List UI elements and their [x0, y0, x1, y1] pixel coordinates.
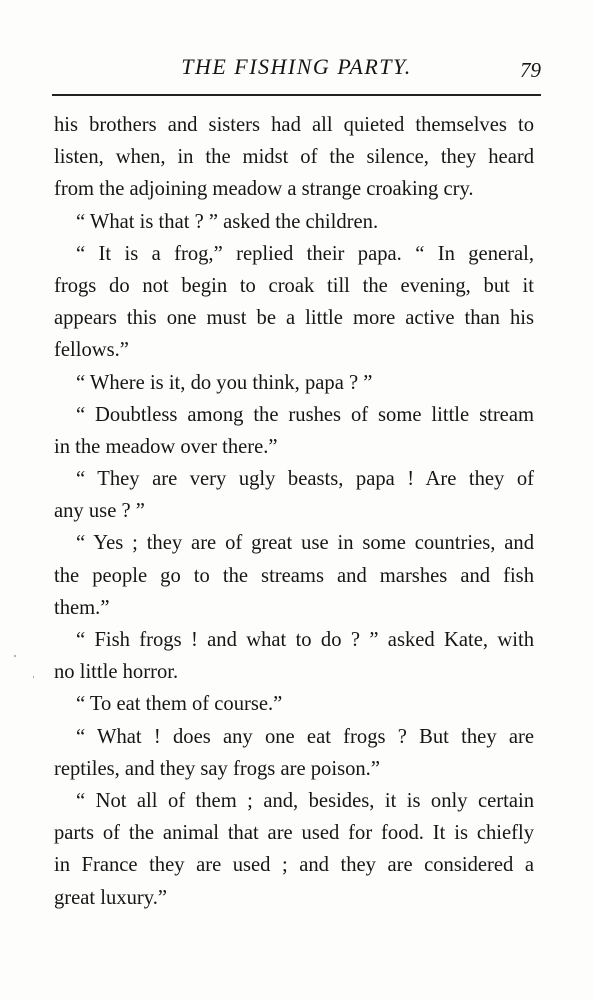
- text-line: the people go to the streams and marshes and fish: [54, 564, 534, 587]
- text-line: from the adjoining meadow a strange croaking cry.: [54, 178, 474, 201]
- text-line: them.”: [54, 596, 110, 619]
- text-line: “ Fish frogs ! and what to do ? ” asked Kate, with: [76, 629, 534, 651]
- running-title: THE FISHING PARTY.: [181, 54, 412, 79]
- text-line: parts of the animal that are used for food. It is chiefly: [54, 822, 534, 845]
- text-line: listen, when, in the midst of the silence, they heard: [54, 146, 534, 169]
- running-head: [52, 50, 541, 84]
- text-line: fellows.”: [54, 339, 129, 362]
- page-number: 79: [520, 58, 541, 82]
- text-line: “ Yes ; they are of great use in some countries, and: [76, 532, 534, 555]
- text-line: “ What is that ? ” asked the children.: [76, 210, 379, 233]
- text-line: appears this one must be a little more active than his: [54, 307, 534, 330]
- text-line: no little horror.: [54, 661, 179, 684]
- text-line: “ To eat them of course.”: [76, 693, 283, 716]
- text-line: reptiles, and they say frogs are poison.”: [54, 757, 380, 780]
- text-line: great luxury.”: [54, 886, 168, 909]
- text-line: “ Where is it, do you think, papa ? ”: [76, 371, 373, 394]
- text-line: “ They are very ugly beasts, papa ! Are they of: [76, 468, 534, 491]
- text-line: in France they are used ; and they are considered a: [54, 854, 534, 877]
- header-rule: [52, 94, 541, 96]
- text-line: “ What ! does any one eat frogs ? But they are: [76, 725, 534, 748]
- text-line: frogs do not begin to croak till the evening, but it: [54, 274, 534, 297]
- body-text: [54, 109, 534, 914]
- paper-speck: [33, 676, 34, 678]
- text-line: “ Not all of them ; and, besides, it is only certain: [76, 789, 534, 812]
- text-line: “ It is a frog,” replied their papa. “ In general,: [76, 242, 534, 265]
- text-line: his brothers and sisters had all quieted themselves to: [54, 114, 534, 136]
- text-line: in the meadow over there.”: [54, 435, 278, 458]
- text-line: “ Doubtless among the rushes of some little stream: [76, 403, 534, 426]
- paper-speck: [14, 655, 16, 657]
- text-line: any use ? ”: [54, 500, 145, 523]
